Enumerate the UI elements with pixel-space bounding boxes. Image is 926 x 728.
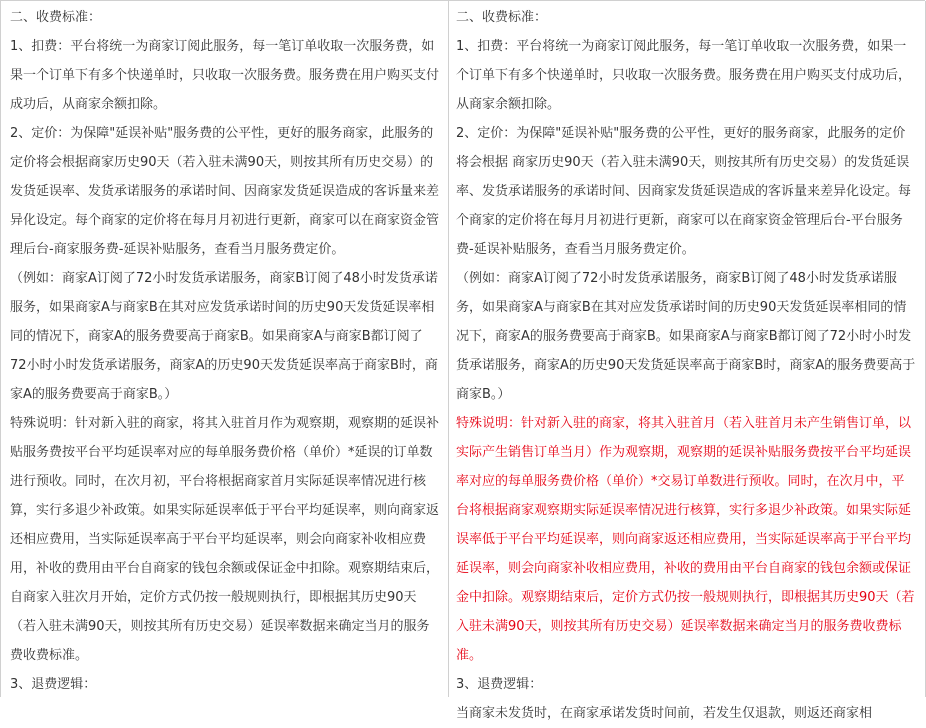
deduction-paragraph: 1、扣费：平台将统一为商家订阅此服务，每一笔订单收取一次服务费，如果一个订单下有多个快递单时，只收取一次服务费。服务费在用户购买支付成功后，从商家余额扣除。 <box>456 39 912 112</box>
revised-version-content <box>449 1 925 728</box>
refund-logic-title: 3、退费逻辑： <box>456 677 543 692</box>
deduction-paragraph: 1、扣费：平台将统一为商家订阅此服务，每一笔订单收取一次服务费，如果一个订单下有多个快递单时，只收取一次服务费。服务费在用户购买支付成功后，从商家余额扣除。 <box>10 39 440 112</box>
example-paragraph: （例如：商家A订阅了72小时发货承诺服务，商家B订阅了48小时发货承诺服务，如果商家A与商家B在其对应发货承诺时间的历史90天发货延误率相同的情况下，商家A的服务费要高于商家B。如果商家A与商家B都订阅了72小时小时发货承诺服务，商家A的历史90天发货延误率高于商家B时，商家A的服务费要高于商家B。） <box>10 271 438 402</box>
original-version-content <box>1 1 448 699</box>
refund-logic-text: 当商家未发货时，在商家承诺发货时间前，若发生仅退款，则返还商家相 <box>456 706 873 721</box>
revised-version-column <box>449 1 926 721</box>
original-version-column <box>1 1 449 697</box>
special-note-highlighted-paragraph: 特殊说明：针对新入驻的商家，将其入驻首月（若入驻首月未产生销售订单，以实际产生销售订单当月）作为观察期，观察期的延误补贴服务费按平台平均延误率对应的每单服务费价格（单价）*交易订单数进行预收。同时，在次月中，平台将根据商家观察期实际延误率情况进行核算，实行多退少补政策。如果实际延误率低于平台平均延误率，则向商家返还相应费用，当实际延误率高于平台平均延误率，则会向商家补收相应费用，补收的费用由平台自商家的钱包余额或保证金中扣除。观察期结束后，定价方式仍按一般规则执行，即根据其历史90天（若入驻未满90天，则按其所有历史交易）延误率数据来确定当月的服务费收费标准。 <box>456 416 915 663</box>
example-paragraph: （例如：商家A订阅了72小时发货承诺服务，商家B订阅了48小时发货承诺服务，如果商家A与商家B在其对应发货承诺时间的历史90天发货延误率相同的情况下，商家A的服务费要高于商家B。如果商家A与商家B都订阅了72小时小时发货承诺服务，商家A的历史90天发货延误率高于商家B时，商家A的服务费要高于商家B。） <box>456 271 916 402</box>
refund-logic-title: 3、退费逻辑： <box>10 677 97 692</box>
pricing-paragraph: 2、定价：为保障"延误补贴"服务费的公平性，更好的服务商家，此服务的定价将会根据 商家历史90天（若入驻未满90天，则按其所有历史交易）的发货延误率、发货承诺服务的承诺时间、因商家发货延误造成的客诉量来差异化设定。每个商家的定价将在每月月初进行更新，商家可以在商家资金管理后台-平台服务费-延误补贴服务，查看当月服务费定价。 <box>456 126 912 257</box>
section-title: 二、收费标准： <box>10 10 102 25</box>
section-title: 二、收费标准： <box>456 10 548 25</box>
special-note-paragraph: 特殊说明：针对新入驻的商家，将其入驻首月作为观察期，观察期的延误补贴服务费按平台平均延误率对应的每单服务费价格（单价）*延误的订单数进行预收。同时，在次月初，平台将根据商家首月实际延误率情况进行核算，实行多退少补政策。如果实际延误率低于平台平均延误率，则向商家返还相应费用，当实际延误率高于平台平均延误率，则会向商家补收相应费用，补收的费用由平台自商家的钱包余额或保证金中扣除。观察期结束后，自商家入驻次月开始，定价方式仍按一般规则执行，即根据其历史90天（若入驻未满90天，则按其所有历史交易）延误率数据来确定当月的服务费收费标准。 <box>10 416 440 663</box>
pricing-paragraph: 2、定价：为保障"延误补贴"服务费的公平性，更好的服务商家，此服务的定价将会根据商家历史90天（若入驻未满90天，则按其所有历史交易）的发货延误率、发货承诺服务的承诺时间、因商家发货延误造成的客诉量来差异化设定。每个商家的定价将在每月月初进行更新，商家可以在商家资金管理后台-商家服务费-延误补贴服务，查看当月服务费定价。 <box>10 126 440 257</box>
